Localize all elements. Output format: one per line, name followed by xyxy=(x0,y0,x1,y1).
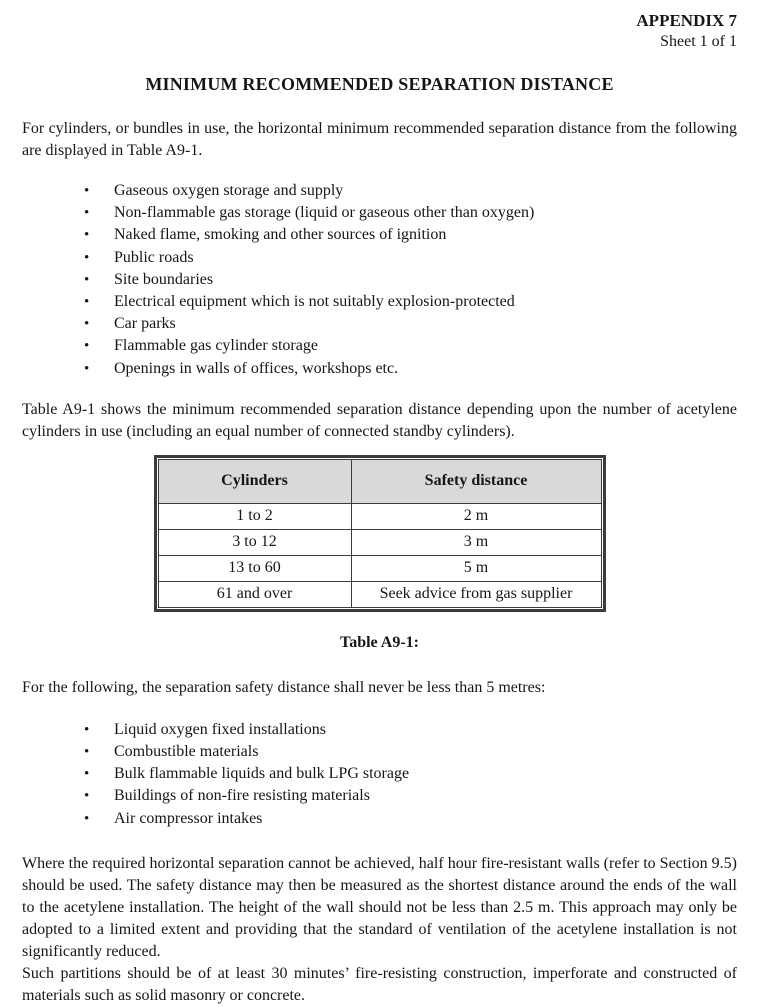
list-item xyxy=(22,180,737,202)
list-item xyxy=(22,741,737,763)
table-caption: Table A9-1: xyxy=(340,633,419,651)
list-item xyxy=(22,202,737,224)
bullet-icon: • xyxy=(84,744,90,761)
list-item-text: Naked flame, smoking and other sources of ignition xyxy=(114,226,447,244)
separation-distance-table xyxy=(158,459,602,608)
list-item-text: Non-flammable gas storage (liquid or gaseous other than oxygen) xyxy=(114,204,535,222)
bullet-icon: • xyxy=(84,766,90,783)
bullet-icon: • xyxy=(84,271,90,288)
bullet-icon: • xyxy=(84,810,90,827)
partitions-paragraph: Such partitions should be of at least 30 minutes’ fire-resisting construction, imperforate and constructed of materials such as solid masonry or concrete. xyxy=(22,964,737,1004)
table-frame xyxy=(154,455,606,612)
bullet-icon: • xyxy=(84,227,90,244)
hazard-sources-list xyxy=(22,180,737,380)
list-item xyxy=(22,247,737,269)
list-item-text: Site boundaries xyxy=(114,270,214,288)
appendix-label: APPENDIX 7 xyxy=(636,11,737,30)
list-item xyxy=(22,785,737,807)
fire-wall-paragraph: Where the required horizontal separation cannot be achieved, half hour fire-resistant walls (refer to Section 9.5) should be used. The safety distance may then be measured as the shortest distance around the ends of the wall to the acetylene installation. The height of the wall should not be less than 2.5 m. This approach may only be adopted to a limited extent and providing that the standard of ventilation of the acetylene installation is not significantly reduced. xyxy=(22,854,737,960)
table-row xyxy=(158,529,601,555)
bullet-icon: • xyxy=(84,205,90,222)
list-item xyxy=(22,358,737,380)
list-item xyxy=(22,763,737,785)
table-row xyxy=(158,555,601,581)
cylinders-cell: 1 to 2 xyxy=(158,503,351,529)
bullet-icon: • xyxy=(84,249,90,266)
table-row xyxy=(158,581,601,607)
table-header-row xyxy=(158,459,601,503)
list-item-text: Combustible materials xyxy=(114,743,259,761)
list-item-text: Openings in walls of offices, workshops etc. xyxy=(114,359,399,377)
list-item xyxy=(22,719,737,741)
table-intro-paragraph: Table A9-1 shows the minimum recommended separation distance depending upon the number of acetylene cylinders in use (including an equal number of connected standby cylinders). xyxy=(22,400,737,440)
page-header xyxy=(22,10,737,52)
bullet-icon: • xyxy=(84,788,90,805)
cylinders-cell: 3 to 12 xyxy=(158,529,351,555)
bullet-icon: • xyxy=(84,294,90,311)
list-item xyxy=(22,335,737,357)
bullet-icon: • xyxy=(84,338,90,355)
page-title: MINIMUM RECOMMENDED SEPARATION DISTANCE xyxy=(145,74,614,94)
sheet-label: Sheet 1 of 1 xyxy=(660,33,737,50)
safety-distance-cell: 5 m xyxy=(351,555,601,581)
safety-distance-cell: 2 m xyxy=(351,503,601,529)
list-item-text: Gaseous oxygen storage and supply xyxy=(114,182,344,199)
separation-table-block xyxy=(22,455,737,612)
list-item xyxy=(22,313,737,335)
list-item xyxy=(22,224,737,246)
list-item xyxy=(22,269,737,291)
list-item-text: Public roads xyxy=(114,248,194,266)
list-item-text: Liquid oxygen fixed installations xyxy=(114,720,326,738)
bullet-icon: • xyxy=(84,721,90,738)
intro-paragraph: For cylinders, or bundles in use, the horizontal minimum recommended separation distance from the following are displayed in Table A9-1. xyxy=(22,120,737,159)
list-item-text: Buildings of non-fire resisting materials xyxy=(114,787,370,805)
list-item xyxy=(22,808,737,830)
list-item-text: Flammable gas cylinder storage xyxy=(114,337,318,355)
column-header-safety-distance: Safety distance xyxy=(351,459,601,503)
list-item-text: Car parks xyxy=(114,315,176,333)
safety-distance-cell: 3 m xyxy=(351,529,601,555)
bullet-icon: • xyxy=(84,316,90,333)
five-metre-list xyxy=(22,719,737,830)
list-item-text: Bulk flammable liquids and bulk LPG storage xyxy=(114,765,410,783)
list-item-text: Air compressor intakes xyxy=(114,809,263,827)
list-item-text: Electrical equipment which is not suitably explosion-protected xyxy=(114,293,515,311)
bullet-icon: • xyxy=(84,183,90,199)
cylinders-cell: 13 to 60 xyxy=(158,555,351,581)
cylinders-cell: 61 and over xyxy=(158,581,351,607)
table-body xyxy=(158,503,601,607)
list-item xyxy=(22,291,737,313)
five-metre-paragraph: For the following, the separation safety distance shall never be less than 5 metres: xyxy=(22,678,546,696)
table-row xyxy=(158,503,601,529)
safety-distance-cell: Seek advice from gas supplier xyxy=(351,581,601,607)
bullet-icon: • xyxy=(84,360,90,377)
column-header-cylinders: Cylinders xyxy=(158,459,351,503)
